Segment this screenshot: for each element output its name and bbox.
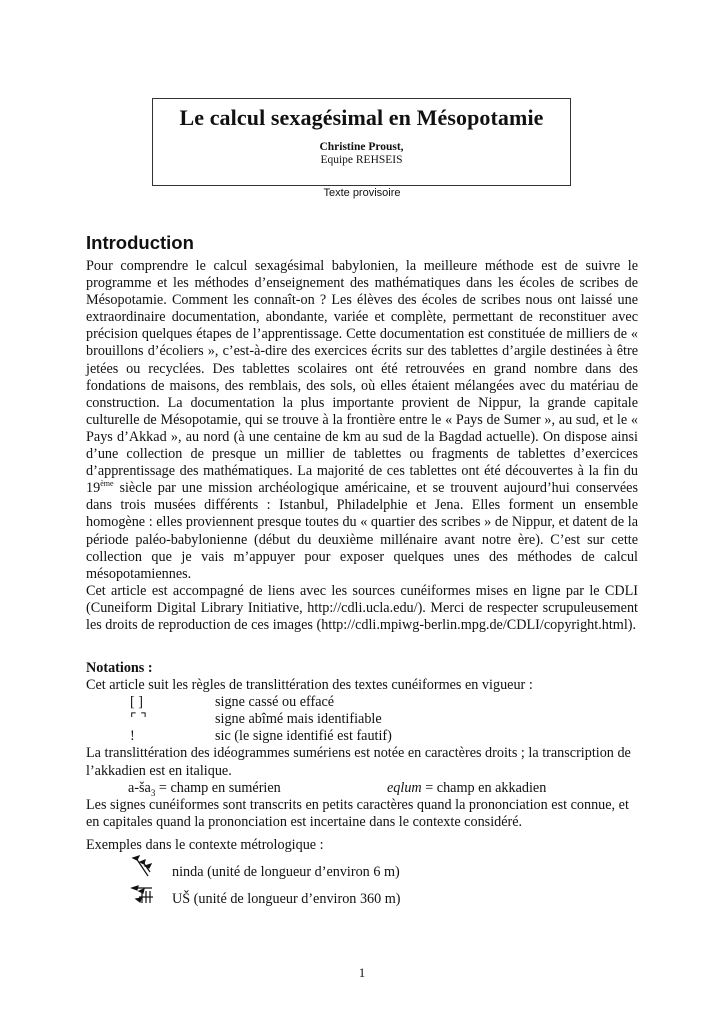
sumerian-example bbox=[128, 780, 281, 802]
akkadian-example bbox=[387, 780, 546, 797]
notations-heading: Notations : bbox=[86, 660, 153, 676]
sumerian-gloss: = champ en sumérien bbox=[155, 779, 281, 796]
rule-description: sic (le signe identifié est fautif) bbox=[215, 728, 392, 745]
signs-note: Les signes cunéiformes sont transcrits en petits caractères quand la prononciation est connue, et en capitales quand la prononciation est incertaine dans le contexte considéré. bbox=[86, 796, 629, 830]
intro-paragraph-2: Cet article est accompagné de liens avec les sources cunéiformes mises en ligne par le CDLI (Cuneiform Digital Library Initiative, http://cdli.ucla.edu/). Merci de respecter scrupuleusement les droits de reproduction de ces images (http://cdli.mpiwg-berlin.mpg.de/CDLI/copyright.html). bbox=[86, 582, 638, 633]
rule-description: signe abîmé mais identifiable bbox=[215, 711, 382, 728]
rule-symbol: [ ] bbox=[130, 694, 143, 711]
page-title: Le calcul sexagésimal en Mésopotamie bbox=[179, 105, 544, 130]
author-team: Equipe REHSEIS bbox=[320, 154, 403, 166]
intro-paragraph-1 bbox=[86, 258, 638, 583]
rule-row bbox=[86, 728, 638, 745]
cuneiform-us-icon bbox=[130, 881, 156, 907]
sumerian-word: a-ša bbox=[128, 779, 151, 796]
section-heading-introduction: Introduction bbox=[86, 232, 194, 253]
intro-p1-part-b: siècle par une mission archéologique américaine, et se trouvent aujourd’hui conservées dans trois musées différents : Istanbul, Philadelphie et Jena. Elles forment un ensemble homogène : elles proviennent presque toutes du « quartier des scribes » de Nippur, et datent de la période paléo-babylonienne (début du deuxième millénaire avant notre ère). C’est sur cette collection que je vais m’appuyer pour exposer quelques unes des méthodes de calcul mésopotamiennes. bbox=[86, 480, 638, 582]
notations-section bbox=[86, 660, 638, 914]
akkadian-word: eqlum bbox=[387, 779, 422, 796]
notations-lead: Cet article suit les règles de translittération des textes cunéiformes en vigueur : bbox=[86, 677, 533, 694]
rule-row bbox=[86, 694, 638, 711]
metrology-text: ninda (unité de longueur d’environ 6 m) bbox=[172, 864, 400, 881]
author-name: Christine Proust, bbox=[319, 141, 404, 153]
title-box bbox=[152, 98, 571, 186]
rule-symbol: ⌜ ⌝ bbox=[130, 711, 147, 728]
example-row bbox=[86, 780, 638, 797]
rule-row bbox=[86, 711, 638, 728]
draft-status: Texte provisoire bbox=[323, 187, 401, 199]
akkadian-gloss: = champ en akkadien bbox=[421, 779, 547, 796]
sign-index: 3 bbox=[150, 787, 156, 798]
cuneiform-ninda-icon bbox=[130, 854, 156, 880]
rule-symbol: ! bbox=[130, 728, 135, 745]
metrology-example bbox=[86, 887, 638, 914]
metrology-text: UŠ (unité de longueur d’environ 360 m) bbox=[172, 891, 401, 908]
metrology-lead: Exemples dans le contexte métrologique : bbox=[86, 836, 324, 853]
page-number: 1 bbox=[358, 965, 366, 980]
intro-p1-part-a: Pour comprendre le calcul sexagésimal babylonien, la meilleure méthode est de suivre le programme et les méthodes d’enseignement des mathématiques dans les écoles de scribes de Mésopotamie. Comment les connaît-on ? Les élèves des écoles de scribes nous ont laissé une extraordinaire documentation, abondante, variée et complète, permettant de reconstituer avec précision quelques étapes de l’apprentissage. Cette documentation est constituée de milliers de « brouillons d’écoliers », c’est-à-dire des exercices écrits sur des tablettes d’argile destinées à être jetées ou recyclées. Des tablettes scolaires ont été retrouvées en grand nombre dans des fondations de maisons, des remblais, des sols, où elles étaient mélangées avec du matériau de construction. La documentation la plus importante provient de Nippur, la grande capitale culturelle de Mésopotamie, qui se trouve à la frontière entre le « Pays de Sumer », au sud, et le « Pays d’Akkad », au nord (à une centaine de km au sud de la Bagdad actuelle). On dispose ainsi d’une collection de presque un millier de tablettes ou fragments de tablettes d’exercices d’apprentissage des mathématiques. La majorité de ces tablettes ont été découvertes à la fin du 19 bbox=[86, 258, 638, 497]
ordinal-suffix: ème bbox=[100, 479, 114, 489]
translit-note: La translittération des idéogrammes sumériens est notée en caractères droits ; la transcription de l’akkadien est en italique. bbox=[86, 745, 631, 779]
rule-description: signe cassé ou effacé bbox=[215, 694, 335, 711]
introduction-body bbox=[86, 258, 638, 634]
metrology-example bbox=[86, 860, 638, 887]
